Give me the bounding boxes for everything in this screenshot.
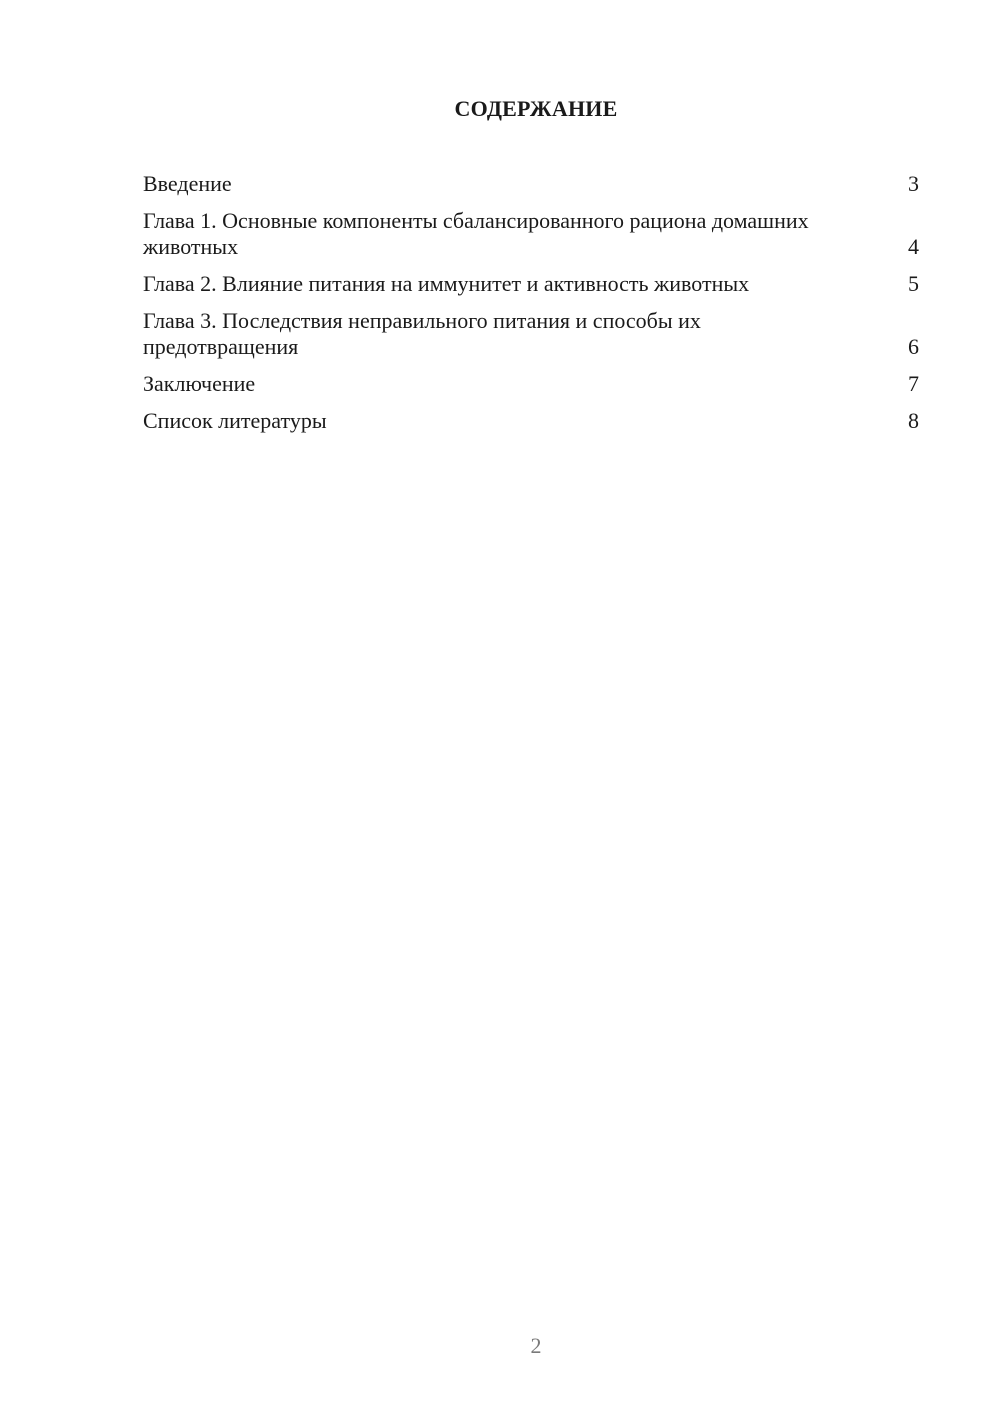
table-of-contents: [143, 171, 919, 445]
toc-entry-chapter-1: [143, 208, 919, 260]
toc-entry-chapter-3: [143, 308, 919, 360]
toc-entry-title: Глава 1. Основные компоненты сбалансированного рациона домашних животных: [143, 208, 809, 259]
toc-entry-introduction: [143, 171, 919, 197]
toc-entry-page: 3: [908, 171, 919, 196]
toc-entry-page: 4: [908, 234, 919, 259]
toc-entry-title: Введение: [143, 171, 232, 196]
toc-entry-title: Список литературы: [143, 408, 327, 433]
toc-entry-title: Глава 3. Последствия неправильного питания и способы их предотвращения: [143, 308, 701, 359]
toc-entry-title: Глава 2. Влияние питания на иммунитет и активность животных: [143, 271, 750, 296]
page-number: 2: [530, 1333, 542, 1358]
toc-entry-page: 8: [908, 408, 919, 433]
toc-entry-page: 5: [908, 271, 919, 296]
toc-entry-references: [143, 408, 919, 434]
toc-entry-conclusion: [143, 371, 919, 397]
toc-entry-title: Заключение: [143, 371, 256, 396]
toc-entry-page: 6: [908, 334, 919, 359]
toc-entry-chapter-2: [143, 271, 919, 297]
page-title: СОДЕРЖАНИЕ: [454, 96, 618, 121]
toc-entry-page: 7: [908, 371, 919, 396]
